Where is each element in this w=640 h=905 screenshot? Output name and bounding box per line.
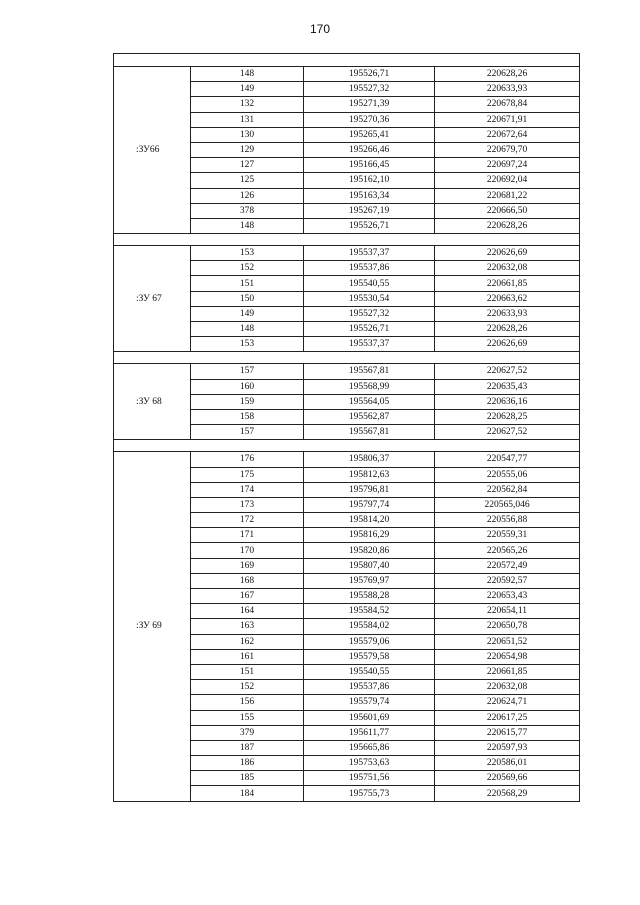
y-coordinate-cell: 220626,69 bbox=[435, 246, 580, 261]
y-coordinate-cell: 220555,06 bbox=[435, 467, 580, 482]
y-coordinate-cell: 220651,52 bbox=[435, 634, 580, 649]
x-coordinate-cell: 195540,55 bbox=[304, 664, 435, 679]
y-coordinate-cell: 220615,77 bbox=[435, 725, 580, 740]
point-number-cell: 156 bbox=[191, 695, 304, 710]
point-number-cell: 158 bbox=[191, 409, 304, 424]
x-coordinate-cell: 195526,71 bbox=[304, 322, 435, 337]
spacer-row bbox=[114, 352, 580, 364]
x-coordinate-cell: 195820,86 bbox=[304, 543, 435, 558]
coordinates-table bbox=[113, 53, 580, 802]
x-coordinate-cell: 195271,39 bbox=[304, 97, 435, 112]
spacer-cell bbox=[114, 352, 580, 364]
y-coordinate-cell: 220635,43 bbox=[435, 379, 580, 394]
x-coordinate-cell: 195527,32 bbox=[304, 306, 435, 321]
table-row bbox=[114, 67, 580, 82]
x-coordinate-cell: 195579,06 bbox=[304, 634, 435, 649]
x-coordinate-cell: 195796,81 bbox=[304, 482, 435, 497]
y-coordinate-cell: 220666,50 bbox=[435, 203, 580, 218]
y-coordinate-cell: 220624,71 bbox=[435, 695, 580, 710]
point-number-cell: 150 bbox=[191, 291, 304, 306]
x-coordinate-cell: 195562,87 bbox=[304, 409, 435, 424]
x-coordinate-cell: 195814,20 bbox=[304, 513, 435, 528]
x-coordinate-cell: 195267,19 bbox=[304, 203, 435, 218]
point-number-cell: 174 bbox=[191, 482, 304, 497]
x-coordinate-cell: 195753,63 bbox=[304, 756, 435, 771]
x-coordinate-cell: 195537,86 bbox=[304, 680, 435, 695]
y-coordinate-cell: 220663,62 bbox=[435, 291, 580, 306]
x-coordinate-cell: 195601,69 bbox=[304, 710, 435, 725]
x-coordinate-cell: 195162,10 bbox=[304, 173, 435, 188]
point-number-cell: 163 bbox=[191, 619, 304, 634]
x-coordinate-cell: 195166,45 bbox=[304, 158, 435, 173]
parcel-label: :ЗУ 67 bbox=[114, 246, 191, 352]
page-number: 170 bbox=[309, 22, 331, 36]
point-number-cell: 153 bbox=[191, 337, 304, 352]
y-coordinate-cell: 220627,52 bbox=[435, 364, 580, 379]
y-coordinate-cell: 220672,64 bbox=[435, 127, 580, 142]
point-number-cell: 153 bbox=[191, 246, 304, 261]
spacer-row bbox=[114, 234, 580, 246]
y-coordinate-cell: 220628,26 bbox=[435, 322, 580, 337]
parcel-label: :ЗУ66 bbox=[114, 67, 191, 234]
point-number-cell: 173 bbox=[191, 497, 304, 512]
y-coordinate-cell: 220559,31 bbox=[435, 528, 580, 543]
point-number-cell: 155 bbox=[191, 710, 304, 725]
y-coordinate-cell: 220626,69 bbox=[435, 337, 580, 352]
y-coordinate-cell: 220653,43 bbox=[435, 589, 580, 604]
y-coordinate-cell: 220568,29 bbox=[435, 786, 580, 801]
x-coordinate-cell: 195807,40 bbox=[304, 558, 435, 573]
x-coordinate-cell: 195526,71 bbox=[304, 218, 435, 233]
point-number-cell: 151 bbox=[191, 664, 304, 679]
spacer-cell bbox=[114, 54, 580, 67]
point-number-cell: 129 bbox=[191, 142, 304, 157]
parcel-label: :ЗУ 68 bbox=[114, 364, 191, 440]
table-row bbox=[114, 364, 580, 379]
point-number-cell: 186 bbox=[191, 756, 304, 771]
y-coordinate-cell: 220681,22 bbox=[435, 188, 580, 203]
point-number-cell: 152 bbox=[191, 680, 304, 695]
y-coordinate-cell: 220572,49 bbox=[435, 558, 580, 573]
y-coordinate-cell: 220650,78 bbox=[435, 619, 580, 634]
y-coordinate-cell: 220565,046 bbox=[435, 497, 580, 512]
y-coordinate-cell: 220654,98 bbox=[435, 649, 580, 664]
x-coordinate-cell: 195266,46 bbox=[304, 142, 435, 157]
point-number-cell: 148 bbox=[191, 67, 304, 82]
point-number-cell: 149 bbox=[191, 306, 304, 321]
point-number-cell: 125 bbox=[191, 173, 304, 188]
point-number-cell: 378 bbox=[191, 203, 304, 218]
point-number-cell: 132 bbox=[191, 97, 304, 112]
x-coordinate-cell: 195567,81 bbox=[304, 425, 435, 440]
x-coordinate-cell: 195526,71 bbox=[304, 67, 435, 82]
x-coordinate-cell: 195769,97 bbox=[304, 573, 435, 588]
y-coordinate-cell: 220627,52 bbox=[435, 425, 580, 440]
y-coordinate-cell: 220562,84 bbox=[435, 482, 580, 497]
point-number-cell: 126 bbox=[191, 188, 304, 203]
point-number-cell: 172 bbox=[191, 513, 304, 528]
x-coordinate-cell: 195270,36 bbox=[304, 112, 435, 127]
point-number-cell: 176 bbox=[191, 452, 304, 467]
point-number-cell: 160 bbox=[191, 379, 304, 394]
point-number-cell: 168 bbox=[191, 573, 304, 588]
parcel-label: :ЗУ 69 bbox=[114, 452, 191, 801]
x-coordinate-cell: 195537,86 bbox=[304, 261, 435, 276]
y-coordinate-cell: 220556,88 bbox=[435, 513, 580, 528]
y-coordinate-cell: 220565,26 bbox=[435, 543, 580, 558]
y-coordinate-cell: 220633,93 bbox=[435, 306, 580, 321]
x-coordinate-cell: 195540,55 bbox=[304, 276, 435, 291]
x-coordinate-cell: 195265,41 bbox=[304, 127, 435, 142]
point-number-cell: 169 bbox=[191, 558, 304, 573]
y-coordinate-cell: 220671,91 bbox=[435, 112, 580, 127]
point-number-cell: 379 bbox=[191, 725, 304, 740]
y-coordinate-cell: 220632,08 bbox=[435, 680, 580, 695]
x-coordinate-cell: 195797,74 bbox=[304, 497, 435, 512]
y-coordinate-cell: 220636,16 bbox=[435, 394, 580, 409]
x-coordinate-cell: 195568,99 bbox=[304, 379, 435, 394]
y-coordinate-cell: 220569,66 bbox=[435, 771, 580, 786]
y-coordinate-cell: 220628,26 bbox=[435, 218, 580, 233]
x-coordinate-cell: 195806,37 bbox=[304, 452, 435, 467]
point-number-cell: 167 bbox=[191, 589, 304, 604]
x-coordinate-cell: 195751,56 bbox=[304, 771, 435, 786]
x-coordinate-cell: 195579,58 bbox=[304, 649, 435, 664]
point-number-cell: 157 bbox=[191, 425, 304, 440]
point-number-cell: 148 bbox=[191, 218, 304, 233]
point-number-cell: 149 bbox=[191, 82, 304, 97]
y-coordinate-cell: 220628,25 bbox=[435, 409, 580, 424]
point-number-cell: 151 bbox=[191, 276, 304, 291]
y-coordinate-cell: 220592,57 bbox=[435, 573, 580, 588]
point-number-cell: 185 bbox=[191, 771, 304, 786]
y-coordinate-cell: 220597,93 bbox=[435, 740, 580, 755]
x-coordinate-cell: 195665,86 bbox=[304, 740, 435, 755]
y-coordinate-cell: 220632,08 bbox=[435, 261, 580, 276]
point-number-cell: 152 bbox=[191, 261, 304, 276]
x-coordinate-cell: 195816,29 bbox=[304, 528, 435, 543]
point-number-cell: 130 bbox=[191, 127, 304, 142]
y-coordinate-cell: 220617,25 bbox=[435, 710, 580, 725]
spacer-row bbox=[114, 54, 580, 67]
y-coordinate-cell: 220692,04 bbox=[435, 173, 580, 188]
point-number-cell: 170 bbox=[191, 543, 304, 558]
spacer-cell bbox=[114, 440, 580, 452]
y-coordinate-cell: 220586,01 bbox=[435, 756, 580, 771]
x-coordinate-cell: 195579,74 bbox=[304, 695, 435, 710]
point-number-cell: 148 bbox=[191, 322, 304, 337]
x-coordinate-cell: 195564,05 bbox=[304, 394, 435, 409]
x-coordinate-cell: 195537,37 bbox=[304, 246, 435, 261]
x-coordinate-cell: 195584,52 bbox=[304, 604, 435, 619]
x-coordinate-cell: 195755,73 bbox=[304, 786, 435, 801]
point-number-cell: 184 bbox=[191, 786, 304, 801]
x-coordinate-cell: 195567,81 bbox=[304, 364, 435, 379]
coordinates-table-body bbox=[114, 54, 580, 802]
x-coordinate-cell: 195812,63 bbox=[304, 467, 435, 482]
point-number-cell: 127 bbox=[191, 158, 304, 173]
table-row bbox=[114, 246, 580, 261]
x-coordinate-cell: 195584,02 bbox=[304, 619, 435, 634]
x-coordinate-cell: 195537,37 bbox=[304, 337, 435, 352]
y-coordinate-cell: 220661,85 bbox=[435, 276, 580, 291]
point-number-cell: 159 bbox=[191, 394, 304, 409]
spacer-cell bbox=[114, 234, 580, 246]
y-coordinate-cell: 220654,11 bbox=[435, 604, 580, 619]
y-coordinate-cell: 220697,24 bbox=[435, 158, 580, 173]
spacer-row bbox=[114, 440, 580, 452]
point-number-cell: 161 bbox=[191, 649, 304, 664]
y-coordinate-cell: 220633,93 bbox=[435, 82, 580, 97]
point-number-cell: 162 bbox=[191, 634, 304, 649]
point-number-cell: 171 bbox=[191, 528, 304, 543]
y-coordinate-cell: 220628,26 bbox=[435, 67, 580, 82]
x-coordinate-cell: 195163,34 bbox=[304, 188, 435, 203]
x-coordinate-cell: 195530,54 bbox=[304, 291, 435, 306]
point-number-cell: 131 bbox=[191, 112, 304, 127]
y-coordinate-cell: 220678,84 bbox=[435, 97, 580, 112]
point-number-cell: 175 bbox=[191, 467, 304, 482]
table-row bbox=[114, 452, 580, 467]
point-number-cell: 157 bbox=[191, 364, 304, 379]
x-coordinate-cell: 195588,28 bbox=[304, 589, 435, 604]
x-coordinate-cell: 195527,32 bbox=[304, 82, 435, 97]
y-coordinate-cell: 220661,85 bbox=[435, 664, 580, 679]
point-number-cell: 164 bbox=[191, 604, 304, 619]
point-number-cell: 187 bbox=[191, 740, 304, 755]
y-coordinate-cell: 220679,70 bbox=[435, 142, 580, 157]
x-coordinate-cell: 195611,77 bbox=[304, 725, 435, 740]
y-coordinate-cell: 220547,77 bbox=[435, 452, 580, 467]
